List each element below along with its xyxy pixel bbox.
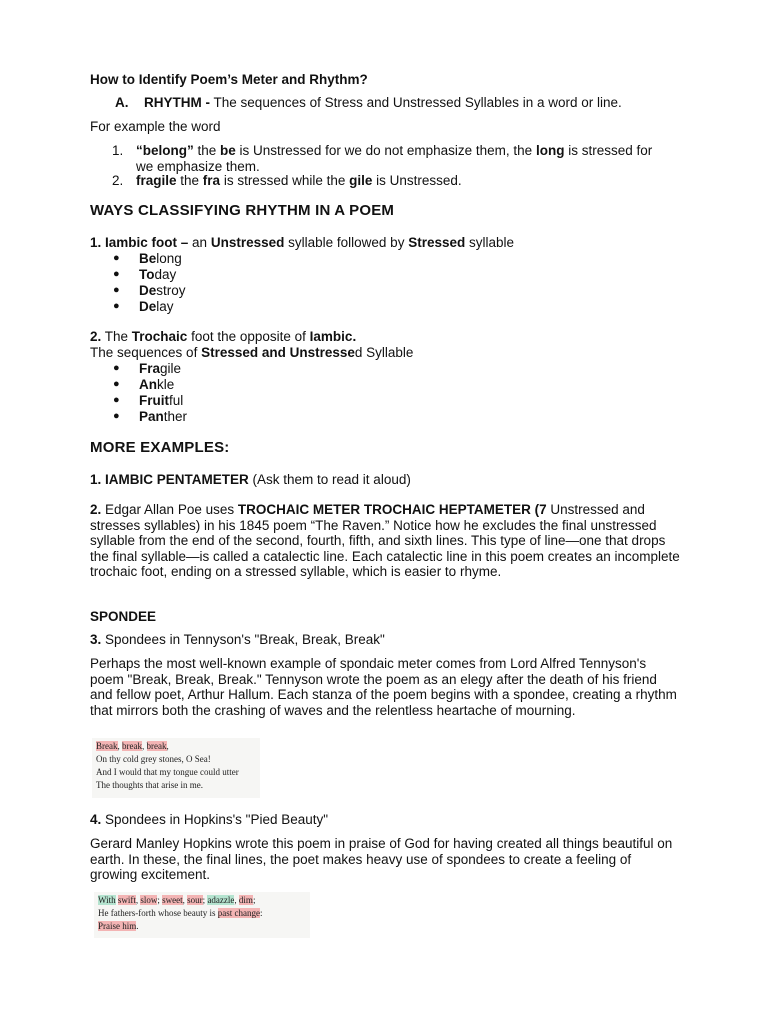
poem-line: And I would that my tongue could utter — [96, 767, 239, 777]
unstressed-syllable: kle — [157, 377, 175, 392]
stressed-highlight: dim — [238, 895, 253, 905]
example-text: fragile the fra is stressed while the gile is Unstressed. — [136, 173, 462, 188]
example-trochaic-heptameter: 2. Edgar Allan Poe uses TROCHAIC METER TROCHAIC HEPTAMETER (7 Unstressed and stresses syllables) in his 1845 poem “The Raven.” Notice how he excludes the final unstressed syllable from the end of the second, fourth, fifth, and sixth lines. This type of line—one that drops the final syllable—is called a catalectic line. Each catalectic line in this poem creates an incomplete trochaic foot, ending on a stressed syllable, which is easier to rhyme. — [90, 502, 680, 579]
stressed-syllable: Fruit — [139, 393, 169, 408]
poem-line: He fathers-forth whose beauty is past change: — [98, 908, 263, 918]
unstressed-syllable: ful — [169, 393, 184, 408]
rhythm-definition — [115, 95, 715, 111]
unstressed-syllable: ther — [163, 409, 188, 424]
stressed-highlight: swift — [117, 895, 136, 905]
poem-line: The thoughts that arise in me. — [96, 780, 203, 790]
example-intro: For example the word — [90, 119, 221, 134]
poem-line: Praise him. — [98, 921, 139, 931]
stressed-highlight: sour — [187, 895, 203, 905]
unstressed-syllable: long — [156, 251, 182, 266]
example-4-text: Gerard Manley Hopkins wrote this poem in praise of God for having created all things beautiful on earth. In these, the final lines, the poet makes heavy use of spondees to create a feeling of growing excitement. — [90, 836, 673, 882]
unstressed-syllable: day — [154, 267, 177, 282]
stressed-syllable: De — [139, 299, 157, 314]
stressed-highlight: Praise him — [98, 921, 137, 931]
more-examples-heading: MORE EXAMPLES: — [90, 439, 230, 456]
stressed-highlight: break — [146, 741, 167, 751]
example-3-text: Perhaps the most well-known example of spondaic meter comes from Lord Alfred Tennyson's poem "Break, Break, Break." Tennyson wrote the poem as an elegy after the death of his friend and fellow poet, Arthur Hallum. Each stanza of the poem begins with a spondee, creating a rhythm that mirrors both the crashing of waves and the relentless heartache of mourning. — [90, 656, 677, 718]
rhythm-text: The sequences of Stress and Unstressed Syllables in a word or line. — [210, 95, 622, 110]
poem-excerpt-break-break-break — [92, 738, 260, 798]
example-iambic-pentameter: 1. IAMBIC PENTAMETER (Ask them to read it aloud) — [90, 472, 411, 487]
stressed-highlight: Break — [96, 741, 118, 751]
document-page: How to Identify Poem’s Meter and Rhythm? A. RHYTHM - The sequences of Stress and Unstressed Syllables in a word or line. For example the word 1. “belong” the be is Unstressed for we do not emphasize them, the long is stressed for we emphasize them. 2. fragile the fra is stressed while the gile is Unstressed. WAYS CLASSIFYING RHYTHM IN A POEM 1. Iambic foot – an Unstressed syllable followed by Stressed syllable ● Belong ● Today ● Destroy ● Delay 2. The Trochaic foot the opposite of Iambic. The sequences of Stressed and Unstressed Syllable ● Fragile ● Ankle ● Fruitful ● Panther MORE EXAMPLES: 1. IAMBIC PENTAMETER (Ask them to read it aloud) 2. Edgar Allan Poe uses TROCHAIC METER TROCHAIC HEPTAMETER (7 Unstressed and stresses syllables) in his 1845 poem “The Raven.” Notice how he excludes the final unstressed syllable from the end of the second, fourth, fifth, and sixth lines. This type of line—one that drops the final syllable—is called a catalectic line. Each catalectic line in this poem creates an incomplete trochaic foot, ending on a stressed syllable, which is easier to rhyme. SPONDEE 3. Spondees in Tennyson's "Break, Break, Break" Perhaps the most well-known example of spondaic meter comes from Lord Alfred Tennyson's poem "Break, Break, Break." Tennyson wrote the poem as an elegy after the death of his friend and fellow poet, Arthur Hallum. Each stanza of the poem begins with a spondee, creating a rhythm that mirrors both the crashing of waves and the relentless heartache of mourning. Break, break, break, On thy cold grey stones, O Sea! And I would that my tongue could utter The thoughts that arise in me. 4. Spondees in Hopkins's "Pied Beauty" Gerard Manley Hopkins wrote this poem in praise of God for having created all things beautiful on earth. In these, the final lines, the poet makes heavy use of spondees to create a feeling of growing excitement. With swift, slow; sweet, sour; adazzle, dim; He fathers-forth whose beauty is past change: Praise him. — [0, 0, 768, 1024]
ways-heading: WAYS CLASSIFYING RHYTHM IN A POEM — [90, 202, 395, 219]
page-title: How to Identify Poem’s Meter and Rhythm? — [90, 72, 368, 87]
example-number: 2. — [112, 173, 124, 188]
stressed-highlight: past change — [217, 908, 260, 918]
stressed-highlight: break — [122, 741, 142, 751]
unstressed-highlight: adazzle — [207, 895, 235, 905]
example-3-title: 3. Spondees in Tennyson's "Break, Break, Break" — [90, 632, 385, 647]
rhythm-marker: A. — [115, 95, 129, 110]
trochaic-definition: 2. The Trochaic foot the opposite of Iambic. — [90, 329, 357, 344]
poem-line: With swift, slow; sweet, sour; adazzle, dim; — [98, 895, 256, 905]
poem-excerpt-pied-beauty — [94, 892, 310, 938]
example-number: 1. — [112, 143, 124, 158]
rhythm-term: RHYTHM - — [144, 95, 211, 110]
poem-line: On thy cold grey stones, O Sea! — [96, 754, 211, 764]
example-text: “belong” the be is Unstressed for we do not emphasize them, the long is stressed for we emphasize them. — [136, 143, 653, 174]
unstressed-syllable: stroy — [156, 283, 186, 298]
unstressed-syllable: lay — [156, 299, 174, 314]
example-4-title: 4. Spondees in Hopkins's "Pied Beauty" — [90, 812, 329, 827]
stressed-syllable: Fra — [139, 361, 161, 376]
stressed-syllable: An — [139, 377, 157, 392]
trochaic-sequence: The sequences of Stressed and Unstressed Syllable — [90, 345, 414, 360]
stressed-highlight: slow — [140, 895, 158, 905]
iambic-definition: 1. Iambic foot – an Unstressed syllable followed by Stressed syllable — [90, 235, 515, 250]
unstressed-highlight: With — [98, 895, 116, 905]
stressed-syllable: De — [139, 283, 157, 298]
stressed-syllable: To — [139, 267, 155, 282]
unstressed-syllable: gile — [160, 361, 182, 376]
poem-line: Break, break, break, — [96, 741, 169, 751]
stressed-syllable: Pan — [139, 409, 164, 424]
stressed-highlight: sweet — [162, 895, 183, 905]
stressed-syllable: Be — [139, 251, 157, 266]
spondee-heading: SPONDEE — [90, 609, 157, 624]
